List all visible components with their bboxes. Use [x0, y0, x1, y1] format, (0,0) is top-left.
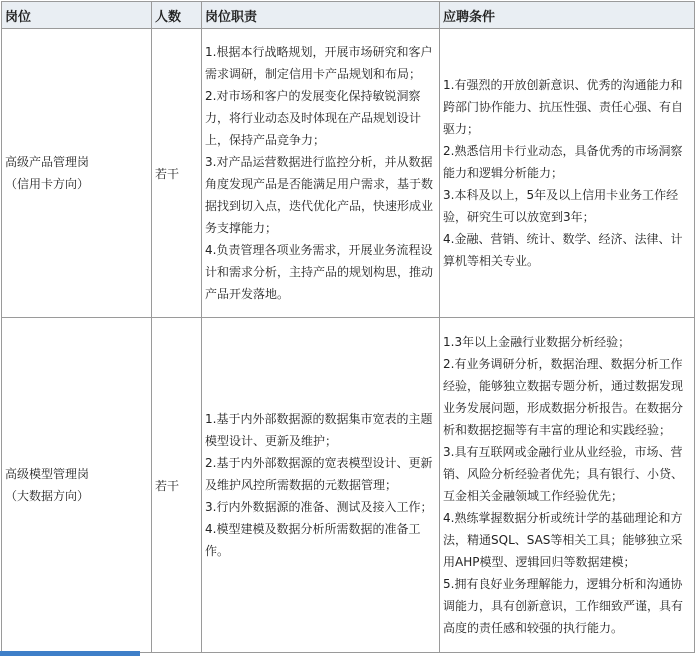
requirement-item: 4.金融、营销、统计、数学、经济、法律、计算机等相关专业。: [443, 232, 683, 268]
duty-item: 3.行内外数据源的准备、测试及接入工作；: [205, 500, 433, 514]
requirement-item: 1.3年以上金融行业数据分析经验；: [443, 335, 631, 349]
job-table: [1, 1, 695, 653]
header-row: [2, 2, 695, 29]
position-cell: [2, 318, 152, 653]
count-cell: 若干: [152, 318, 202, 653]
position-cell: [2, 29, 152, 318]
header-count: 人数: [152, 2, 202, 29]
position-title: 高级模型管理岗: [5, 467, 90, 481]
header-duties: 岗位职责: [202, 2, 440, 29]
duty-item: 1.根据本行战略规划，开展市场研究和客户需求调研，制定信用卡产品规划和布局；: [205, 45, 433, 81]
table-row: [2, 29, 695, 318]
requirements-cell: [440, 318, 695, 653]
header-requirements: 应聘条件: [440, 2, 695, 29]
duties-cell: [202, 318, 440, 653]
requirement-item: 3.具有互联网或金融行业从业经验，市场、营销、风险分析经验者优先；具有银行、小贷、互金相关金融领域工作经验优先；: [443, 445, 684, 503]
requirement-item: 1.有强烈的开放创新意识、优秀的沟通能力和跨部门协作能力、抗压性强、责任心强、有自驱力；: [443, 78, 684, 136]
header-position: 岗位: [2, 2, 152, 29]
duties-cell: [202, 29, 440, 318]
requirement-item: 5.拥有良好业务理解能力，逻辑分析和沟通协调能力，具有创新意识，工作细致严谨，具有高度的责任感和较强的执行能力。: [443, 577, 684, 635]
requirements-cell: [440, 29, 695, 318]
requirement-item: 3.本科及以上，5年及以上信用卡业务工作经验，研究生可以放宽到3年；: [443, 188, 679, 224]
requirement-item: 2.有业务调研分析，数据治理、数据分析工作经验，能够独立数据专题分析，通过数据发现业务发展问题，形成数据分析报告。在数据分析和数据挖掘等有丰富的理论和实践经验；: [443, 357, 684, 437]
count-cell: 若干: [152, 29, 202, 318]
duty-item: 3.对产品运营数据进行监控分析，并从数据角度发现产品是否能满足用户需求，基于数据找到切入点，迭代优化产品，快速形成业务支撑能力；: [205, 155, 434, 235]
duty-item: 1.基于内外部数据源的数据集市宽表的主题模型设计、更新及维护；: [205, 412, 433, 448]
requirement-item: 4.熟练掌握数据分析或统计学的基础理论和方法，精通SQL、SAS等相关工具；能够独立采用AHP模型、逻辑回归等数据建模；: [443, 511, 683, 569]
duty-item: 4.负责管理各项业务需求，开展业务流程设计和需求分析，主持产品的规划构思，推动产品开发落地。: [205, 243, 434, 301]
bottom-accent-bar: [0, 651, 140, 656]
duty-item: 2.对市场和客户的发展变化保持敏锐洞察力，将行业动态及时体现在产品规划设计上，保持产品竞争力；: [205, 89, 422, 147]
position-title: 高级产品管理岗: [5, 155, 90, 169]
duty-item: 4.模型建模及数据分析所需数据的准备工作。: [205, 522, 421, 558]
position-direction: （大数据方向）: [5, 489, 90, 503]
requirement-item: 2.熟悉信用卡行业动态，具备优秀的市场洞察能力和逻辑分析能力；: [443, 144, 683, 180]
table-row: [2, 318, 695, 653]
position-direction: （信用卡方向）: [5, 177, 90, 191]
duty-item: 2.基于内外部数据源的宽表模型设计、更新及维护风控所需数据的元数据管理；: [205, 456, 433, 492]
